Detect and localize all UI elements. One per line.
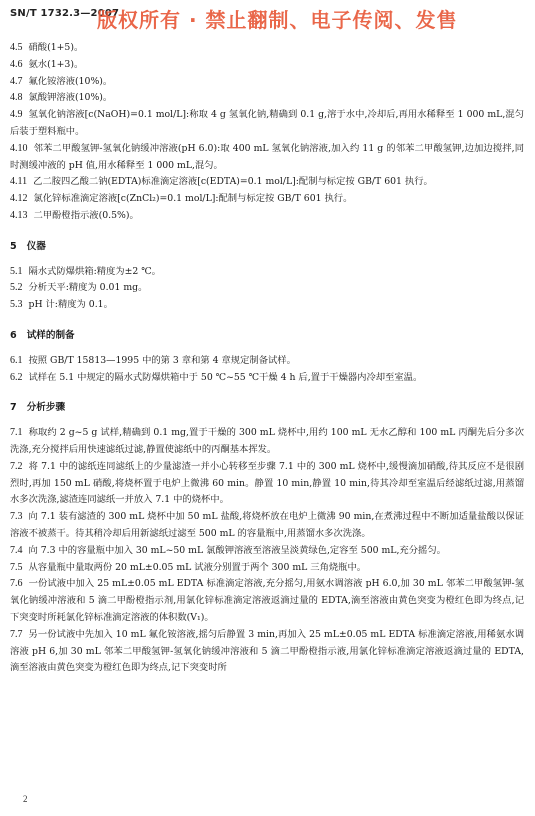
clause-text: 按照 GB/T 15813—1995 中的第 3 章和第 4 章规定制备试样。 [28, 354, 296, 366]
clause-text: 氟化铵溶液(10%)。 [28, 75, 113, 87]
clause-text: 二甲酚橙指示液(0.5%)。 [33, 209, 139, 221]
clause-6-2 [10, 370, 524, 387]
clause-number: 7.3 [10, 511, 23, 523]
clause-5-1 [10, 264, 524, 281]
clause-text: 试样在 5.1 中规定的隔水式防爆烘箱中于 50 ℃~55 ℃干燥 4 h 后,置于干燥器内冷却至室温。 [28, 371, 423, 383]
clause-text: 氯化锌标准滴定溶液[c(ZnCl₂)=0.1 mol/L]:配制与标定按 GB/T 601 执行。 [33, 193, 353, 205]
page-number: 2 [23, 794, 28, 804]
clause-text: 分析天平:精度为 0.01 mg。 [28, 282, 148, 294]
clause-text: 氯酸钾溶液(10%)。 [28, 92, 113, 104]
standard-code: SN/T 1732.3—2007 [10, 8, 120, 19]
clause-text: 邻苯二甲酸氢钾-氢氧化钠缓冲溶液(pH 6.0):取 400 mL 氢氧化钠溶液,加入约 11 g 的邻苯二甲酸氢钾,边加边搅拌,同时测缓冲液的 pH 值,用水稀释至 1 000 mL,混匀。 [10, 142, 524, 171]
clause-4-13 [10, 208, 524, 225]
clause-7-6 [10, 576, 524, 626]
clause-text: 称取约 2 g~5 g 试样,精确到 0.1 mg,置于干燥的 300 mL 烧杯中,用约 100 mL 无水乙醇和 100 mL 丙酮先后分多次洗涤,充分搅拌后用快速滤纸过滤,静置使滤纸中的丙酮基本挥发。 [10, 427, 524, 455]
document-body [10, 40, 524, 677]
analysis-steps-list [10, 425, 524, 677]
clause-4-11 [10, 174, 524, 191]
clause-4-9 [10, 107, 524, 141]
section-heading-instruments [10, 239, 524, 256]
copyright-watermark: 版权所有 · 禁止翻制、电子传阅、发售 [97, 8, 458, 32]
clause-number: 5.1 [10, 265, 23, 277]
clause-number: 7.1 [10, 427, 23, 439]
clause-text: 硝酸(1+5)。 [28, 42, 84, 53]
clause-number: 6.1 [10, 354, 23, 366]
clause-number: 7.6 [10, 578, 23, 590]
clause-text: 氢氧化钠溶液[c(NaOH)=0.1 mol/L]:称取 4 g 氢氧化钠,精确到 0.1 g,溶于水中,冷却后,再用水稀释至 1 000 mL,混匀后装于塑料瓶中。 [10, 109, 524, 137]
section-title: 仪器 [26, 240, 46, 252]
clause-text: 另一份试液中先加入 10 mL 氟化铵溶液,摇匀后静置 3 min,再加入 25 mL±0.05 mL EDTA 标准滴定溶液,用稀氨水调溶液 pH 6,加 30 mL 邻苯二甲酸氢钾-氢氧化钠缓冲溶液和 5 滴二甲酚橙指示液,用氯化锌标准滴定溶液返滴过量的 EDTA,滴至溶液由黄色突变为橙红色即为终点,记下突变时所 [10, 628, 524, 674]
sample-prep-list [10, 353, 524, 387]
section-heading-sample-prep [10, 328, 524, 345]
clause-text: 向 7.3 中的容量瓶中加入 30 mL~50 mL 氯酸钾溶液至溶液呈淡黄绿色,定容至 500 mL,充分摇匀。 [28, 544, 446, 556]
clause-5-3 [10, 297, 524, 314]
section-number: 5 [10, 240, 17, 252]
clause-text: 一份试液中加入 25 mL±0.05 mL EDTA 标准滴定溶液,充分摇匀,用氨水调溶液 pH 6.0,加 30 mL 邻苯二甲酸氢钾-氢氧化钠缓冲溶液和 5 滴二甲酚橙指示剂,用氯化锌标准滴定溶液返滴过量的 EDTA,滴至溶液由黄色突变为橙红色即为终点,记下突变时所耗氯化锌标准滴定溶液的体积数(V₁)。 [10, 578, 524, 623]
clause-7-4 [10, 543, 524, 560]
clause-text: pH 计:精度为 0.1。 [28, 299, 113, 311]
reagents-list [10, 40, 524, 225]
clause-7-3 [10, 509, 524, 543]
section-number: 7 [10, 402, 17, 414]
clause-number: 4.10 [10, 142, 28, 154]
clause-number: 7.4 [10, 544, 23, 556]
clause-number: 4.9 [10, 109, 23, 121]
clause-6-1 [10, 353, 524, 370]
section-title: 分析步骤 [26, 402, 66, 414]
clause-number: 4.5 [10, 42, 23, 53]
clause-text: 乙二胺四乙酸二钠(EDTA)标准滴定溶液[c(EDTA)=0.1 mol/L]:配制与标定按 GB/T 601 执行。 [33, 176, 433, 188]
clause-number: 7.7 [10, 628, 23, 640]
clause-7-2 [10, 459, 524, 509]
clause-5-2 [10, 280, 524, 297]
clause-7-7 [10, 627, 524, 677]
instruments-list [10, 264, 524, 314]
clause-number: 4.11 [10, 176, 28, 188]
clause-number: 5.3 [10, 299, 23, 311]
clause-number: 4.6 [10, 58, 23, 70]
clause-number: 4.13 [10, 209, 28, 221]
clause-number: 4.12 [10, 193, 28, 205]
clause-4-7 [10, 74, 524, 91]
clause-text: 将 7.1 中的滤纸连同滤纸上的少量滤渣一并小心转移至步骤 7.1 中的 300 mL 烧杯中,缓慢滴加硝酸,待其反应不是很剧烈时,再加 150 mL 硝酸,将烧杯置于电炉上微沸 60 min。静置 10 min,静置 10 min,待其冷却至室温后经滤纸过滤,用蒸馏水多次洗涤,滤渣连同滤纸一并放入 7.1 中的烧杯中。 [10, 460, 524, 506]
clause-4-10 [10, 141, 524, 175]
clause-4-8 [10, 90, 524, 107]
clause-number: 6.2 [10, 371, 23, 383]
clause-7-5 [10, 560, 524, 577]
clause-text: 氨水(1+3)。 [28, 58, 84, 70]
section-heading-analysis-steps [10, 400, 524, 417]
clause-4-5 [10, 40, 524, 57]
clause-number: 4.8 [10, 92, 23, 104]
clause-4-12 [10, 191, 524, 208]
section-title: 试样的制备 [26, 329, 75, 341]
clause-text: 向 7.1 装有滤渣的 300 mL 烧杯中加 50 mL 盐酸,将烧杯放在电炉上微沸 90 min,在煮沸过程中不断加适量盐酸以保证溶液不被蒸干。待其稍冷却后用新滤纸过滤至 500 mL 的容量瓶中,用蒸馏水多次洗涤。 [10, 511, 524, 539]
clause-number: 4.7 [10, 75, 23, 87]
clause-4-6 [10, 57, 524, 74]
clause-number: 7.2 [10, 460, 23, 472]
clause-text: 从容量瓶中量取两份 20 mL±0.05 mL 试液分别置于两个 300 mL 三角烧瓶中。 [28, 561, 367, 573]
clause-number: 7.5 [10, 561, 23, 573]
clause-number: 5.2 [10, 282, 23, 294]
clause-7-1 [10, 425, 524, 459]
section-number: 6 [10, 329, 17, 341]
clause-text: 隔水式防爆烘箱:精度为±2 ℃。 [28, 265, 161, 277]
